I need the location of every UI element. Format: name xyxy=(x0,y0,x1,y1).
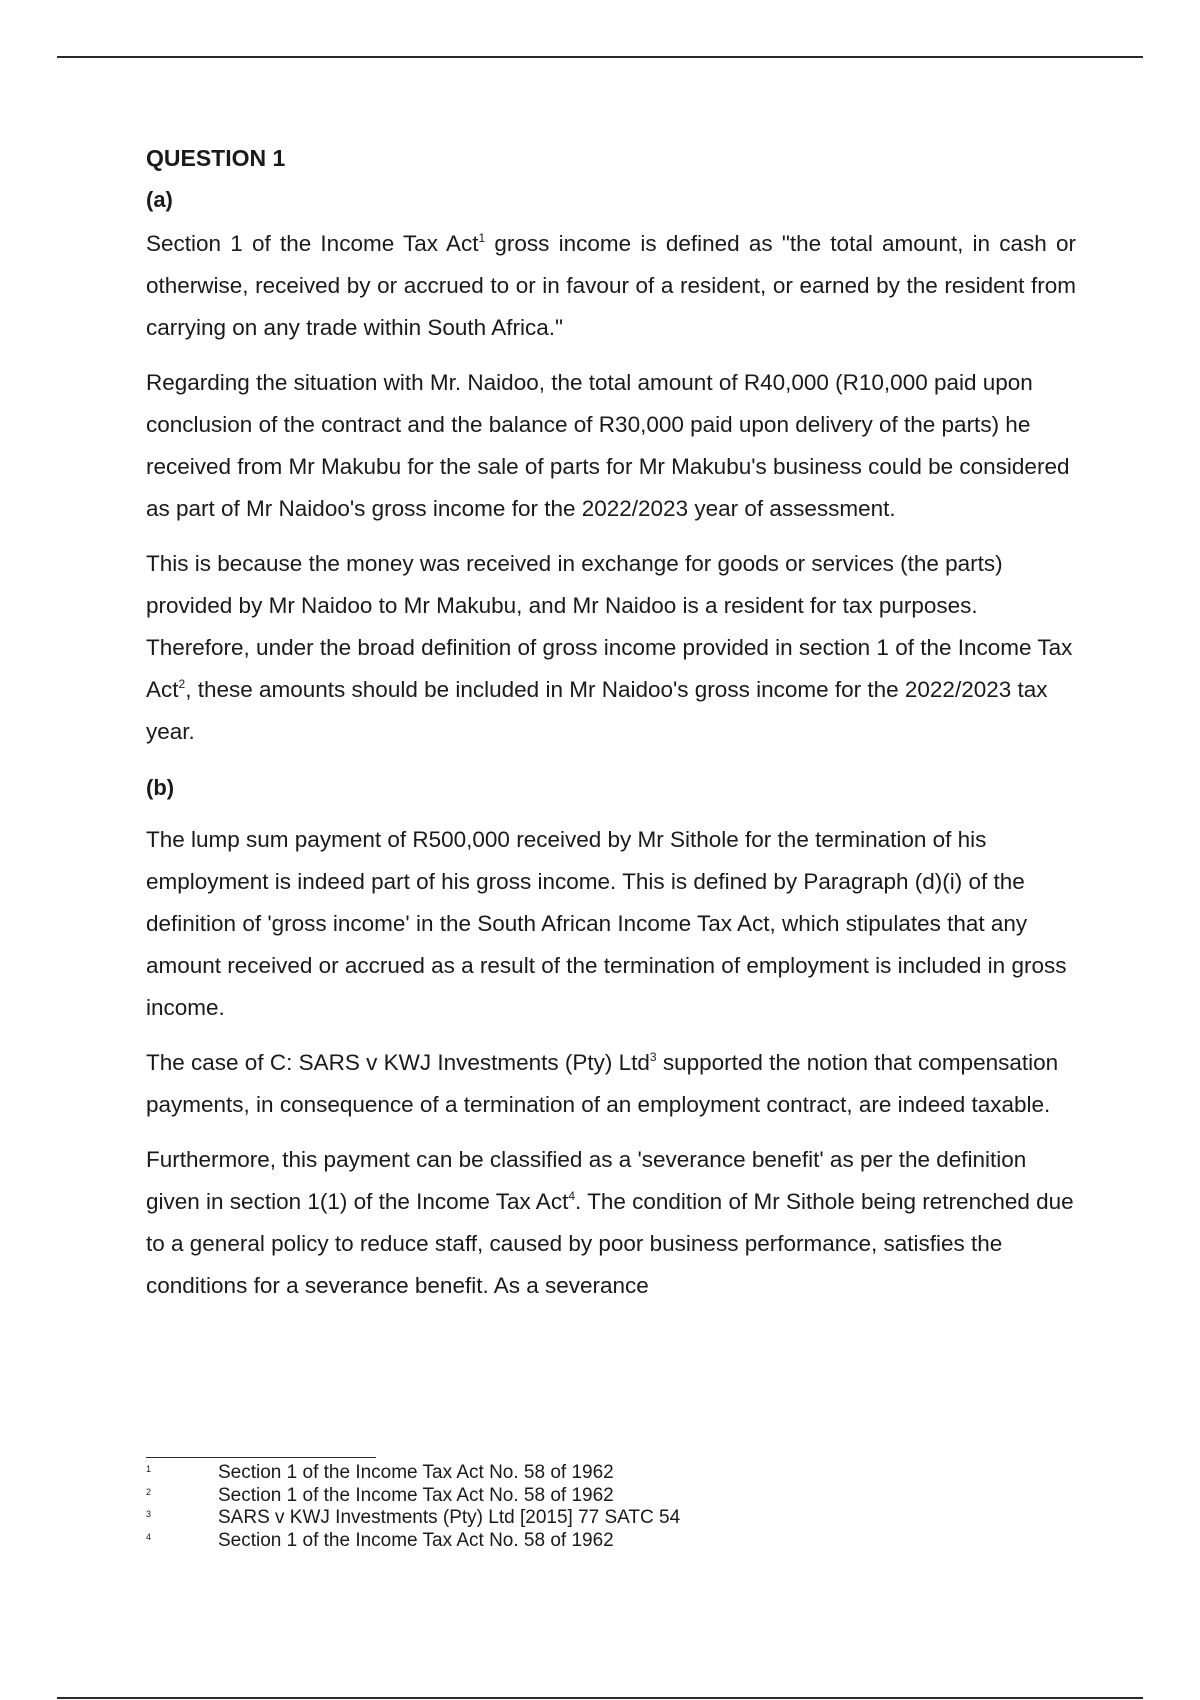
footnote-text: Section 1 of the Income Tax Act No. 58 of 1962 xyxy=(218,1529,614,1551)
footnote-text: Section 1 of the Income Tax Act No. 58 of 1962 xyxy=(218,1462,614,1483)
text-run: . The condition of Mr Sithole being retrenched due to a general policy to reduce staff, caused by poor business performance, satisfies the conditions for a severance benefit. As a severance xyxy=(146,1189,1074,1298)
footnote-text: Section 1 of the Income Tax Act No. 58 of 1962 xyxy=(218,1484,614,1506)
bottom-rule xyxy=(57,1697,1143,1699)
part-b-paragraph-2 xyxy=(146,1042,1076,1126)
footnote-ref-3: 3 xyxy=(649,1050,657,1064)
footnote-number: 1 xyxy=(146,1464,152,1474)
part-a-paragraph-3 xyxy=(146,543,1076,753)
text-run: gross income is defined as "the total amount, in cash or otherwise, received by or accrued to or in favour of a resident, or earned by the resident from carrying on any trade within South Africa." xyxy=(146,231,1076,340)
text-run: Furthermore, this payment can be classified as a 'severance benefit' as per the definition given in section 1(1) of the Income Tax Act xyxy=(146,1147,1027,1214)
part-a-label: (a) xyxy=(146,187,173,212)
part-b-label: (b) xyxy=(146,775,175,800)
text-run: supported the notion that compensation payments, in consequence of a termination of an employment contract, are indeed taxable. xyxy=(146,1050,1059,1117)
part-a-paragraph-2: Regarding the situation with Mr. Naidoo, the total amount of R40,000 (R10,000 paid upon conclusion of the contract and the balance of R30,000 paid upon delivery of the parts) he received from Mr Makubu for the sale of parts for Mr Makubu's business could be considered as part of Mr Naidoo's gross income for the 2022/2023 year of assessment. xyxy=(146,370,1070,521)
text-run: The case of C: SARS v KWJ Investments (Pty) Ltd xyxy=(146,1050,650,1075)
footnote-number: 4 xyxy=(146,1531,152,1542)
footnote-separator xyxy=(146,1457,376,1458)
footnote-ref-1: 1 xyxy=(478,231,486,245)
question-heading: QUESTION 1 xyxy=(146,145,286,171)
footnote xyxy=(146,1530,946,1553)
part-b-paragraph-1: The lump sum payment of R500,000 received by Mr Sithole for the termination of his employment is indeed part of his gross income. This is defined by Paragraph (d)(i) of the definition of 'gross income' in the South African Income Tax Act, which stipulates that any amount received or accrued as a result of the termination of employment is included in gross income. xyxy=(146,827,1067,1020)
document-body xyxy=(146,143,1076,1307)
footnote xyxy=(146,1507,946,1530)
top-rule xyxy=(57,56,1143,58)
footnotes xyxy=(146,1462,946,1552)
footnote xyxy=(146,1462,946,1485)
footnote-number: 3 xyxy=(146,1509,152,1519)
footnote-ref-4: 4 xyxy=(568,1189,576,1203)
part-a-paragraph-1 xyxy=(146,223,1076,349)
text-run: Section 1 of the Income Tax Act xyxy=(146,231,479,256)
text-run: , these amounts should be included in Mr Naidoo's gross income for the 2022/2023 tax year. xyxy=(146,677,1048,744)
footnote-text: SARS v KWJ Investments (Pty) Ltd [2015] 77 SATC 54 xyxy=(218,1507,681,1528)
footnote-number: 2 xyxy=(146,1486,152,1497)
footnote xyxy=(146,1485,946,1508)
part-b-paragraph-3 xyxy=(146,1139,1076,1307)
footnote-ref-2: 2 xyxy=(178,677,186,691)
text-run: This is because the money was received in exchange for goods or services (the parts) provided by Mr Naidoo to Mr Makubu, and Mr Naidoo is a resident for tax purposes. Therefore, under the broad definition of gross income provided in section 1 of the Income Tax Act xyxy=(146,551,1073,702)
